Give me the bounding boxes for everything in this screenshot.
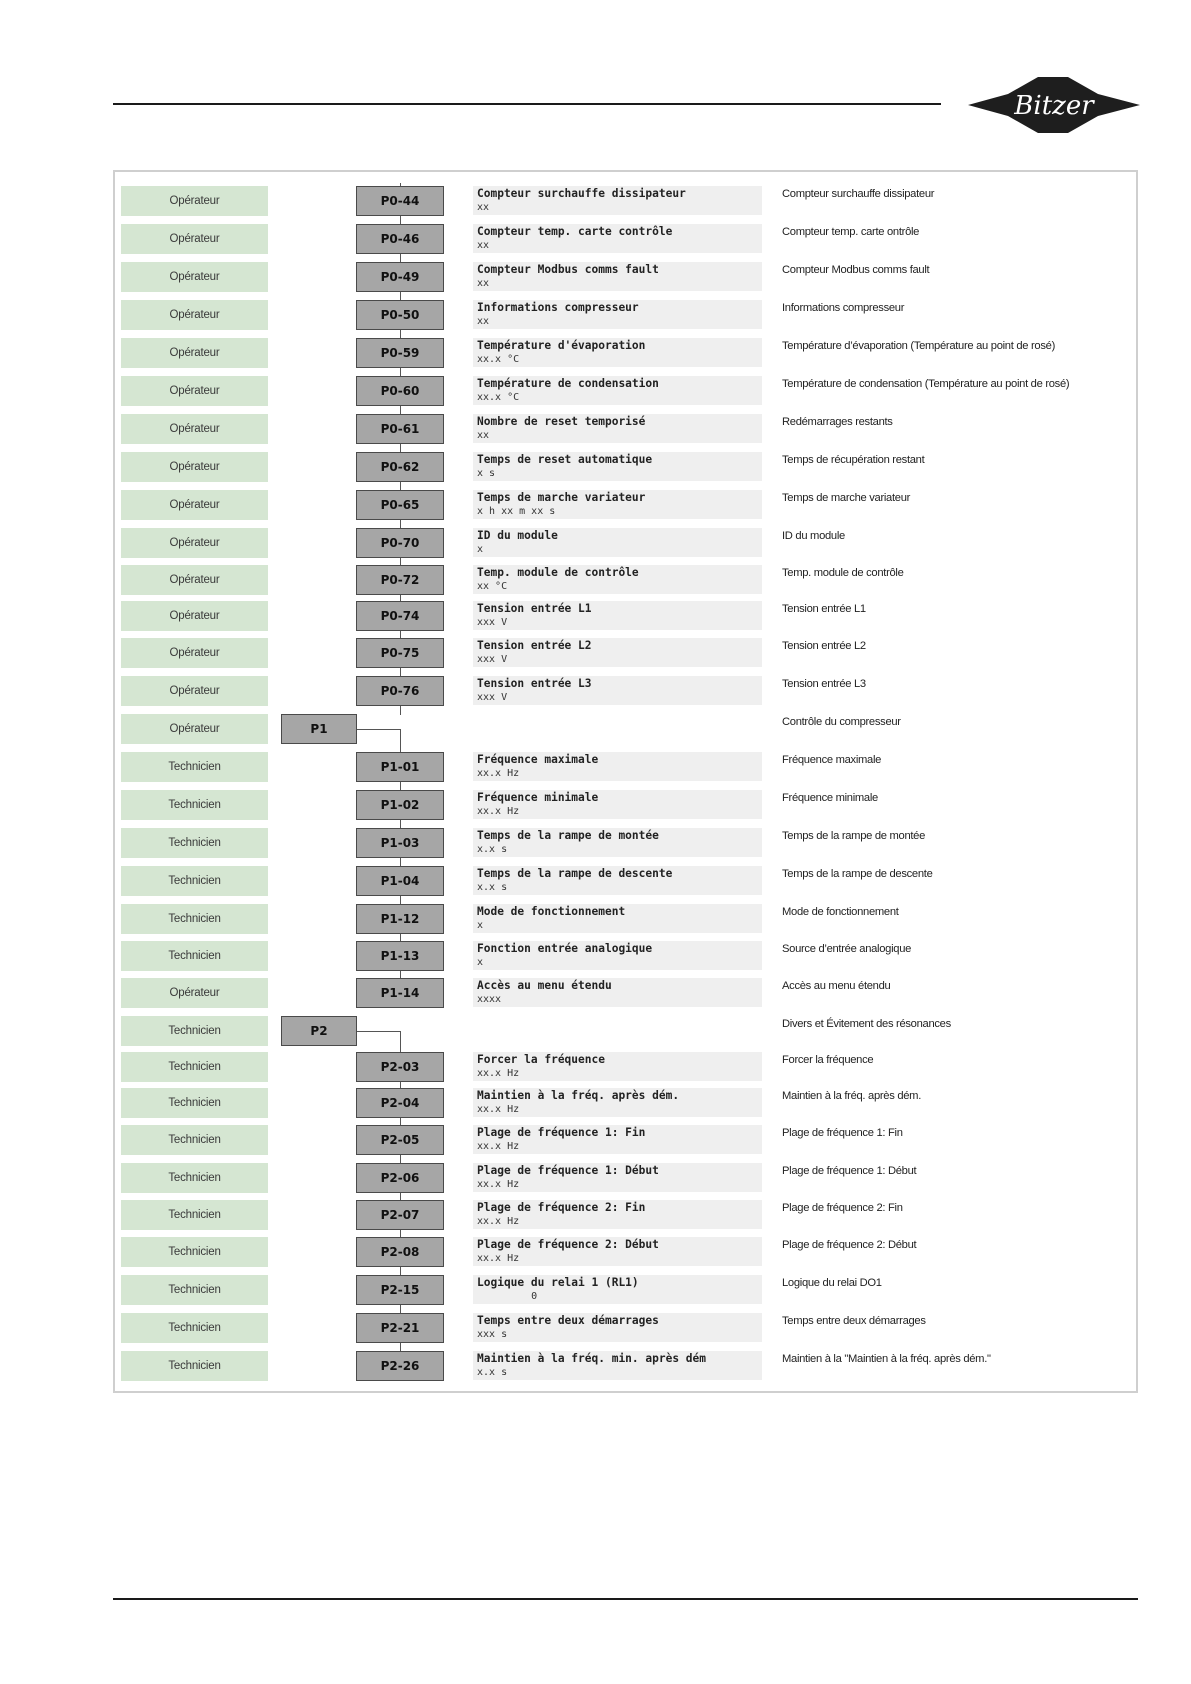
lcd-line-2: xxxx	[477, 994, 502, 1005]
lcd-line-1: Fréquence minimale	[477, 791, 599, 804]
lcd-line-1: Nombre de reset temporisé	[477, 415, 646, 428]
parameter-description: Tension entrée L2	[782, 640, 866, 652]
parameter-code-box[interactable]: P0-50	[356, 300, 444, 330]
parameter-description: Fréquence maximale	[782, 754, 882, 766]
access-level-label: Technicien	[121, 1313, 268, 1343]
lcd-display	[473, 300, 762, 329]
lcd-line-1: Maintien à la fréq. min. après dém	[477, 1352, 707, 1365]
parameter-description: Tension entrée L3	[782, 678, 866, 690]
lcd-display	[473, 866, 762, 895]
lcd-line-2: xxx V	[477, 692, 508, 703]
access-level-label: Technicien	[121, 1351, 268, 1381]
lcd-line-2: xx.x Hz	[477, 1141, 520, 1152]
access-level-label: Technicien	[121, 904, 268, 934]
access-level-label: Opérateur	[121, 452, 268, 482]
lcd-line-1: Fréquence maximale	[477, 753, 599, 766]
lcd-display	[473, 1088, 762, 1117]
lcd-display	[473, 338, 762, 367]
parameter-description: Temp. module de contrôle	[782, 567, 904, 579]
parameter-description: Temps de récupération restant	[782, 454, 925, 466]
parameter-code-box[interactable]: P1-13	[356, 941, 444, 971]
parameter-code-box[interactable]: P2-05	[356, 1125, 444, 1155]
parameter-description: Forcer la fréquence	[782, 1054, 874, 1066]
parameter-code-box[interactable]: P0-49	[356, 262, 444, 292]
lcd-line-2: xx	[477, 278, 490, 289]
lcd-line-2: xx.x Hz	[477, 806, 520, 817]
lcd-display	[473, 1163, 762, 1192]
parameter-code-box[interactable]: P1-01	[356, 752, 444, 782]
lcd-display	[473, 1275, 762, 1304]
lcd-line-2: x.x s	[477, 1367, 508, 1378]
lcd-display	[473, 1313, 762, 1342]
lcd-display	[473, 978, 762, 1007]
lcd-line-1: ID du module	[477, 529, 558, 542]
access-level-label: Opérateur	[121, 224, 268, 254]
parameter-description: Plage de fréquence 2: Début	[782, 1239, 917, 1251]
lcd-line-2: x	[477, 957, 484, 968]
lcd-line-1: Tension entrée L2	[477, 639, 592, 652]
parameter-description: Fréquence minimale	[782, 792, 878, 804]
parameter-description: ID du module	[782, 530, 845, 542]
lcd-line-2: xx.x Hz	[477, 1179, 520, 1190]
lcd-line-2: xx	[477, 202, 490, 213]
parameter-code-box[interactable]: P0-59	[356, 338, 444, 368]
menu-code-box[interactable]: P2	[281, 1016, 357, 1046]
parameter-code-box[interactable]: P2-15	[356, 1275, 444, 1305]
lcd-display	[473, 828, 762, 857]
lcd-line-1: Logique du relai 1 (RL1)	[477, 1276, 639, 1289]
parameter-description: Plage de fréquence 1: Début	[782, 1165, 917, 1177]
lcd-line-1: Temps de la rampe de descente	[477, 867, 673, 880]
parameter-code-box[interactable]: P2-04	[356, 1088, 444, 1118]
lcd-display	[473, 752, 762, 781]
lcd-line-1: Informations compresseur	[477, 301, 639, 314]
parameter-description: Temps de la rampe de descente	[782, 868, 933, 880]
parameter-code-box[interactable]: P0-72	[356, 565, 444, 595]
lcd-line-2: x	[477, 920, 484, 931]
parameter-description: Plage de fréquence 2: Fin	[782, 1202, 903, 1214]
lcd-line-2: xx.x Hz	[477, 1216, 520, 1227]
lcd-display	[473, 638, 762, 667]
access-level-label: Technicien	[121, 1275, 268, 1305]
access-level-label: Opérateur	[121, 262, 268, 292]
lcd-line-2: xxx V	[477, 654, 508, 665]
bitzer-logo	[968, 74, 1140, 136]
parameter-description: Compteur surchauffe dissipateur	[782, 188, 935, 200]
parameter-code-box[interactable]: P0-76	[356, 676, 444, 706]
parameter-description: Informations compresseur	[782, 302, 905, 314]
lcd-line-1: Température de condensation	[477, 377, 659, 390]
lcd-line-1: Mode de fonctionnement	[477, 905, 626, 918]
parameter-description: Plage de fréquence 1: Fin	[782, 1127, 903, 1139]
access-level-label: Technicien	[121, 1125, 268, 1155]
parameter-description: Compteur temp. carte ontrôle	[782, 226, 920, 238]
access-level-label: Opérateur	[121, 978, 268, 1008]
lcd-display	[473, 1351, 762, 1380]
lcd-display	[473, 376, 762, 405]
lcd-line-1: Plage de fréquence 2: Début	[477, 1238, 659, 1251]
menu-code-box[interactable]: P1	[281, 714, 357, 744]
lcd-line-1: Plage de fréquence 1: Début	[477, 1164, 659, 1177]
lcd-line-2: xx.x °C	[477, 354, 520, 365]
access-level-label: Technicien	[121, 1016, 268, 1046]
parameter-code-box[interactable]: P0-70	[356, 528, 444, 558]
logo-text: Bitzer	[1014, 91, 1094, 121]
lcd-line-1: Accès au menu étendu	[477, 979, 612, 992]
lcd-display	[473, 1237, 762, 1266]
lcd-line-1: Tension entrée L3	[477, 677, 592, 690]
lcd-line-2: x	[477, 544, 484, 555]
lcd-line-1: Tension entrée L1	[477, 602, 592, 615]
parameter-description: Accès au menu étendu	[782, 980, 891, 992]
access-level-label: Opérateur	[121, 414, 268, 444]
access-level-label: Opérateur	[121, 638, 268, 668]
parameter-description: Maintien à la "Maintien à la fréq. après dém."	[782, 1353, 991, 1365]
parameter-description: Contrôle du compresseur	[782, 716, 901, 728]
lcd-display	[473, 452, 762, 481]
parameter-code-box[interactable]: P0-60	[356, 376, 444, 406]
access-level-label: Opérateur	[121, 676, 268, 706]
header-rule	[113, 103, 941, 105]
lcd-line-1: Temps entre deux démarrages	[477, 1314, 659, 1327]
access-level-label: Technicien	[121, 866, 268, 896]
lcd-display	[473, 790, 762, 819]
lcd-display	[473, 676, 762, 705]
parameter-description: Température de condensation (Température au point de rosé)	[782, 378, 1070, 390]
lcd-display	[473, 414, 762, 443]
parameter-code-box[interactable]: P2-03	[356, 1052, 444, 1082]
lcd-line-1: Fonction entrée analogique	[477, 942, 653, 955]
access-level-label: Opérateur	[121, 490, 268, 520]
parameter-code-box[interactable]: P0-75	[356, 638, 444, 668]
access-level-label: Opérateur	[121, 186, 268, 216]
parameter-description: Redémarrages restants	[782, 416, 893, 428]
parameter-description: Divers et Évitement des résonances	[782, 1018, 951, 1030]
parameter-code-box[interactable]: P0-61	[356, 414, 444, 444]
lcd-line-2: xx.x Hz	[477, 768, 520, 779]
parameter-description: Compteur Modbus comms fault	[782, 264, 930, 276]
lcd-display	[473, 565, 762, 594]
parameter-description: Température d’évaporation (Température au point de rosé)	[782, 340, 1055, 352]
parameter-code-box[interactable]: P2-08	[356, 1237, 444, 1267]
parameter-code-box[interactable]: P1-12	[356, 904, 444, 934]
parameter-description: Tension entrée L1	[782, 603, 866, 615]
access-level-label: Technicien	[121, 941, 268, 971]
lcd-line-2: xx	[477, 240, 490, 251]
parameter-description: Mode de fonctionnement	[782, 906, 899, 918]
lcd-display	[473, 528, 762, 557]
lcd-line-2: xx °C	[477, 581, 508, 592]
access-level-label: Opérateur	[121, 565, 268, 595]
lcd-line-2: x.x s	[477, 882, 508, 893]
access-level-label: Opérateur	[121, 376, 268, 406]
lcd-line-1: Plage de fréquence 2: Fin	[477, 1201, 646, 1214]
lcd-line-2: xx.x Hz	[477, 1068, 520, 1079]
lcd-line-2: xx.x °C	[477, 392, 520, 403]
parameter-description: Temps de la rampe de montée	[782, 830, 926, 842]
parameter-description: Source d’entrée analogique	[782, 943, 912, 955]
lcd-line-1: Temps de marche variateur	[477, 491, 646, 504]
lcd-line-2: xxx V	[477, 617, 508, 628]
lcd-line-1: Plage de fréquence 1: Fin	[477, 1126, 646, 1139]
access-level-label: Technicien	[121, 1200, 268, 1230]
lcd-line-2: xx.x Hz	[477, 1104, 520, 1115]
access-level-label: Technicien	[121, 828, 268, 858]
lcd-display	[473, 1200, 762, 1229]
access-level-label: Technicien	[121, 1163, 268, 1193]
lcd-display	[473, 1125, 762, 1154]
lcd-display	[473, 941, 762, 970]
lcd-line-2: xx	[477, 430, 490, 441]
access-level-label: Technicien	[121, 1052, 268, 1082]
lcd-line-2: xx	[477, 316, 490, 327]
parameter-description: Temps de marche variateur	[782, 492, 911, 504]
lcd-line-2: 0	[477, 1291, 538, 1302]
parameter-code-box[interactable]: P1-04	[356, 866, 444, 896]
menu-connector-line	[357, 1031, 401, 1054]
parameter-description: Logique du relai DO1	[782, 1277, 882, 1289]
lcd-display	[473, 904, 762, 933]
lcd-line-1: Température d'évaporation	[477, 339, 646, 352]
parameter-code-box[interactable]: P2-21	[356, 1313, 444, 1343]
parameter-description: Temps entre deux démarrages	[782, 1315, 926, 1327]
access-level-label: Opérateur	[121, 338, 268, 368]
lcd-line-2: x h xx m xx s	[477, 506, 556, 517]
access-level-label: Opérateur	[121, 528, 268, 558]
parameter-code-box[interactable]: P0-65	[356, 490, 444, 520]
lcd-line-1: Temp. module de contrôle	[477, 566, 639, 579]
parameter-code-box[interactable]: P2-06	[356, 1163, 444, 1193]
access-level-label: Opérateur	[121, 601, 268, 631]
access-level-label: Opérateur	[121, 714, 268, 744]
parameter-code-box[interactable]: P0-44	[356, 186, 444, 216]
access-level-label: Technicien	[121, 752, 268, 782]
menu-connector-line	[357, 729, 401, 752]
lcd-line-1: Compteur Modbus comms fault	[477, 263, 659, 276]
lcd-line-1: Maintien à la fréq. après dém.	[477, 1089, 680, 1102]
parameter-code-box[interactable]: P0-46	[356, 224, 444, 254]
lcd-display	[473, 186, 762, 215]
lcd-line-1: Temps de la rampe de montée	[477, 829, 659, 842]
footer-rule	[113, 1598, 1138, 1600]
lcd-line-2: x.x s	[477, 844, 508, 855]
lcd-line-1: Temps de reset automatique	[477, 453, 653, 466]
parameter-code-box[interactable]: P1-03	[356, 828, 444, 858]
lcd-display	[473, 1052, 762, 1081]
lcd-line-2: xx.x Hz	[477, 1253, 520, 1264]
lcd-line-2: x s	[477, 468, 496, 479]
lcd-display	[473, 601, 762, 630]
parameter-code-box[interactable]: P2-26	[356, 1351, 444, 1381]
parameter-code-box[interactable]: P2-07	[356, 1200, 444, 1230]
access-level-label: Technicien	[121, 1237, 268, 1267]
parameter-description: Maintien à la fréq. après dém.	[782, 1090, 921, 1102]
parameter-code-box[interactable]: P0-74	[356, 601, 444, 631]
lcd-display	[473, 262, 762, 291]
lcd-display	[473, 224, 762, 253]
access-level-label: Opérateur	[121, 300, 268, 330]
lcd-line-1: Compteur temp. carte contrôle	[477, 225, 673, 238]
lcd-display	[473, 490, 762, 519]
parameter-code-box[interactable]: P1-14	[356, 978, 444, 1008]
access-level-label: Technicien	[121, 1088, 268, 1118]
parameter-code-box[interactable]: P1-02	[356, 790, 444, 820]
lcd-line-1: Forcer la fréquence	[477, 1053, 605, 1066]
access-level-label: Technicien	[121, 790, 268, 820]
lcd-line-1: Compteur surchauffe dissipateur	[477, 187, 686, 200]
parameter-code-box[interactable]: P0-62	[356, 452, 444, 482]
lcd-line-2: xxx s	[477, 1329, 508, 1340]
